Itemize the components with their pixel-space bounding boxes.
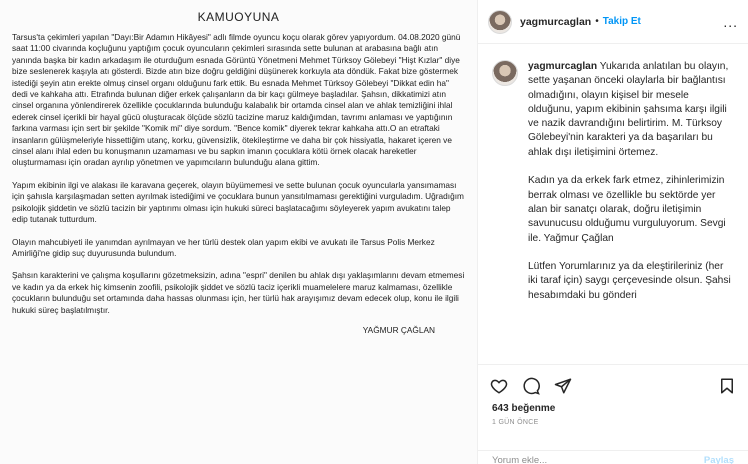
avatar[interactable]: [488, 10, 512, 34]
document-paragraph: Olayın mahcubiyeti ile yanımdan ayrılmayan ve her türlü destek olan yapım ekibi ve avukatı ile Tarsus Polis Merkez Amirliği'ne gidip suç duyurusunda bulundum.: [12, 236, 435, 258]
caption-text: Lütfen Yorumlarınız ya da eleştirileriniz (her iki taraf için) saygı çerçevesinde olsun. Şahsi hesabımdaki bu gönderi: [528, 261, 731, 301]
follow-button[interactable]: Takip Et: [602, 16, 641, 27]
post-details-panel: [477, 0, 748, 464]
caption-username[interactable]: yagmurcaglan: [528, 61, 598, 72]
heart-icon[interactable]: [490, 377, 508, 395]
comment-input[interactable]: [492, 455, 704, 464]
document-paragraph: Tarsus'ta çekimleri yapılan "Dayı:Bir Adamın Hikâyesi" adlı filmde oyuncu koçu olarak görev yapıyordum. 04.08.2020 günü saat 11:00 civarında koçluğunu yaptığım çocuk oyuncuların çekimleri sırasında sette bulunan at arabasına bağlı atın yanında başka bir kadın arkadaşım ile oturduğum esnada Görüntü Yönetmeni Mehmet Türksoy Gölebeyi "Hişt Kızlar" diye bize seslenerek kaşıyla atı gösterdi. Bizde atın bize doğru geldiğini düşünerek korkuyla ata döndük. Fakat bize göstermek istediği şeyin atın erekte olmuş cinsel organı olduğunu fark ettik. Bu esnada Mehmet Türksoy Gölebeyi "Dikkat edin ha" dedi ve kahkaha attı. Etrafında bulunan diğer erkek çalışanların da bir kaçı gülmeye başladılar. Şahsın, dikkatimizi atın cinsel organına yönlendirerek özellikle çocuklarında bulunduğu kalabalık bir ortamda cinsel alan ve ahlak temizliğini ihlal ederek cinsel içerikli bir hayal gücü oluşturacak ölçüde sözlü tacizine maruz kaldığımdan, tavrımı anlaması ve yaptığının farkına varması için sert bir şekilde "Komik mi" diye sordum. "Bence komik" diyerek tekrar kahkaha attı.O an etraftaki insanların gülüşmeleriyle hissettiğim utanç, korku, güvensizlik, ötekileştirme ve daha bir çok hissiyatla, hakaret içeren ve cinsel alanı ihlal eden bu konuşmanın uzamaması ve bu sapkın imanın çocuklara kötü örnek olacak hareketler oluşturmaması için oradan ayrılıp yönetmen ve yapımcıların bulunduğu alana gittim.: [12, 32, 461, 168]
header-username[interactable]: yagmurcaglan: [520, 15, 592, 28]
like-count[interactable]: 643 beğenme: [492, 403, 556, 414]
avatar[interactable]: [492, 60, 518, 86]
share-icon[interactable]: [554, 377, 572, 395]
document-title: KAMUOYUNA: [197, 10, 280, 24]
post-date: 1 GÜN ÖNCE: [492, 419, 539, 426]
comment-box: [478, 450, 748, 464]
caption-text: Yukarıda anlatılan bu olayın, sette yaşanan önceki olaylarla bir bağlantısı olmadığını, olayın kişisel bir mesele olduğunu, yapım ekibinin şahsıma karşı ilgili ve nazik davrandığını belirtirim. M. Türksoy Gölebeyi'nin karakteri ya da başarıları bu ahlak dışı iletişimini örtemez.: [528, 61, 729, 158]
separator-dot: •: [595, 16, 599, 27]
post-comment-button[interactable]: Paylaş: [703, 455, 734, 464]
caption: [492, 60, 734, 356]
more-options-icon[interactable]: ...: [723, 13, 738, 30]
caption-body: [528, 60, 734, 317]
post-header: [478, 0, 748, 44]
bookmark-icon[interactable]: [718, 377, 736, 395]
document-paragraph: Yapım ekibinin ilgi ve alakası ile karavana geçerek, olayın büyümemesi ve sette bulunan çocuk oyuncularla yansımaması için şahısla karşılaşmadan setten ayrılmak istediğimi ve çocuklara bunun yansıtılmaması gerektiğini vurguladım. Uğradığım psikolojik şiddetin ve sözlü tacizin bir yaptırımı olması için hukuki süreci başlatacağımı söyleyerek yapım avukatını talep edip tutanak tutturdum.: [12, 179, 464, 225]
comment-icon[interactable]: [522, 377, 540, 395]
post-actions: [478, 364, 748, 464]
caption-text: Kadın ya da erkek fark etmez, zihinlerimizin berrak olması ve özellikle bu sektörde yer alan bir sanatçı olarak, doğru iletişimin savunucusu olduğumu vurguluyorum. Sevgi ile. Yağmur Çağlan: [528, 175, 726, 244]
document-paragraph: Şahsın karakterini ve çalışma koşullarını gözetmeksizin, adına "espri" denilen bu ahlak dışı yaklaşımlarını devam etmemesi ve kadın ya da erkek hiç kimsenin zoofili, psikolojik şiddet ve sözlü taciz içerikli muamelelere maruz kalmaması, özellikle çocukların bulunduğu set ortamında daha hassas olunması için, her türlü hak arayışımız devam edecek olup, konu ile ilgili hukuki süreç başlatılmıştır.: [12, 270, 465, 315]
document-signature: YAĞMUR ÇAĞLAN: [362, 324, 435, 335]
